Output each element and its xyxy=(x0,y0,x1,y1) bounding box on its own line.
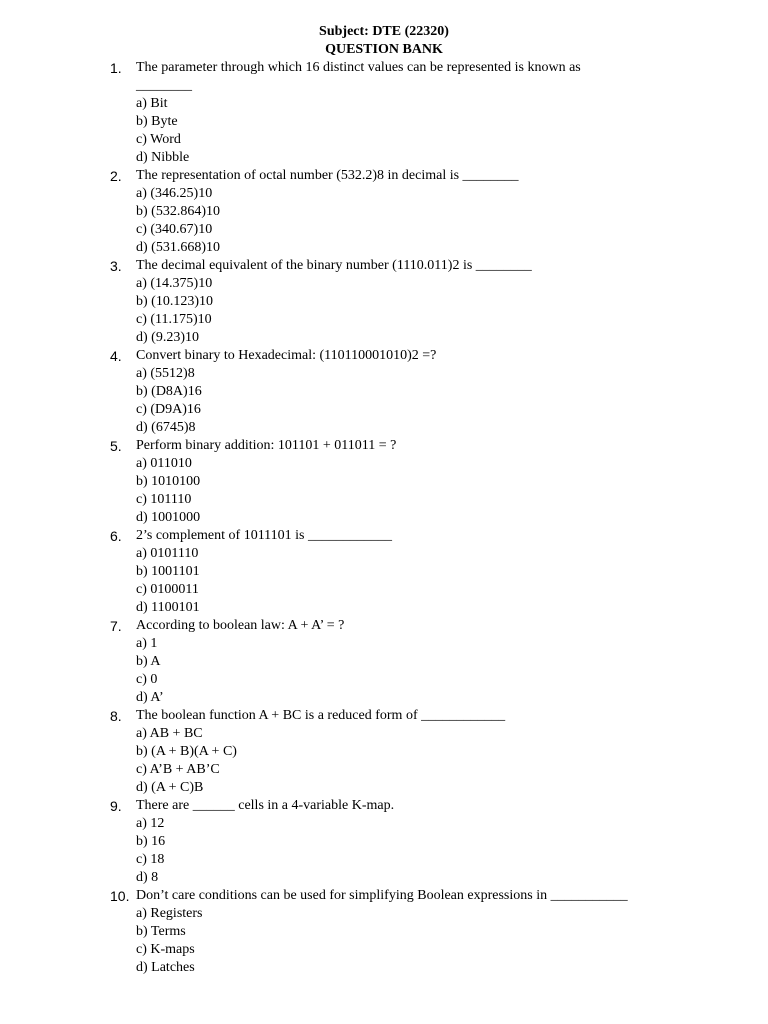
question-text: The boolean function A + BC is a reduced form of ____________ xyxy=(136,708,506,723)
question-text: According to boolean law: A + A’ = ? xyxy=(136,618,345,633)
question-number: 8. xyxy=(110,708,122,724)
answer-option: d) 1100101 xyxy=(136,600,200,615)
question-number: 1. xyxy=(110,60,122,76)
answer-option: d) 1001000 xyxy=(136,510,201,525)
answer-option: a) Registers xyxy=(136,906,203,921)
question-item xyxy=(110,347,730,437)
page-title: QUESTION BANK xyxy=(325,42,443,57)
answer-option: c) Word xyxy=(136,132,181,147)
question-item xyxy=(110,797,730,887)
option-list xyxy=(136,455,730,527)
answer-option: c) 101110 xyxy=(136,492,192,507)
answer-option: d) Nibble xyxy=(136,150,190,165)
answer-option: b) 1010100 xyxy=(136,474,201,489)
answer-option: a) Bit xyxy=(136,96,168,111)
option-list xyxy=(136,545,730,617)
answer-option: c) K-maps xyxy=(136,942,195,957)
answer-option: c) (D9A)16 xyxy=(136,402,201,417)
question-item xyxy=(110,437,730,527)
question-item xyxy=(110,617,730,707)
answer-option: c) A’B + AB’C xyxy=(136,762,220,777)
option-list xyxy=(136,635,730,707)
answer-option: b) A xyxy=(136,654,161,669)
answer-option: b) (532.864)10 xyxy=(136,204,220,219)
question-item xyxy=(110,707,730,797)
question-number: 7. xyxy=(110,618,122,634)
question-text: Convert binary to Hexadecimal: (110110001010)2 =? xyxy=(136,348,437,363)
answer-option: a) AB + BC xyxy=(136,726,203,741)
question-text: The decimal equivalent of the binary number (1110.011)2 is ________ xyxy=(136,258,532,273)
question-item xyxy=(110,887,730,977)
answer-option: d) (A + C)B xyxy=(136,780,204,795)
answer-option: b) 1001101 xyxy=(136,564,200,579)
question-number: 4. xyxy=(110,348,122,364)
answer-option: a) 12 xyxy=(136,816,165,831)
question-text: 2’s complement of 1011101 is ____________ xyxy=(136,528,392,543)
option-list xyxy=(136,725,730,797)
answer-option: d) (6745)8 xyxy=(136,420,196,435)
question-number: 6. xyxy=(110,528,122,544)
option-list xyxy=(136,905,730,977)
answer-option: b) (10.123)10 xyxy=(136,294,213,309)
answer-option: a) (14.375)10 xyxy=(136,276,213,291)
answer-option: c) 18 xyxy=(136,852,165,867)
answer-option: c) (11.175)10 xyxy=(136,312,212,327)
answer-option: a) 1 xyxy=(136,636,158,651)
answer-option: d) A’ xyxy=(136,690,164,705)
answer-option: c) (340.67)10 xyxy=(136,222,213,237)
document-header xyxy=(0,23,768,59)
answer-option: b) (A + B)(A + C) xyxy=(136,744,237,759)
answer-option: b) Byte xyxy=(136,114,178,129)
question-text: The parameter through which 16 distinct values can be represented is known as ________ xyxy=(136,60,581,93)
question-text: The representation of octal number (532.2)8 in decimal is ________ xyxy=(136,168,519,183)
question-text: Don’t care conditions can be used for simplifying Boolean expressions in ___________ xyxy=(136,888,628,903)
question-number: 3. xyxy=(110,258,122,274)
answer-option: c) 0100011 xyxy=(136,582,199,597)
answer-option: d) (531.668)10 xyxy=(136,240,220,255)
question-number: 2. xyxy=(110,168,122,184)
answer-option: c) 0 xyxy=(136,672,158,687)
question-number: 10. xyxy=(110,888,130,904)
answer-option: b) (D8A)16 xyxy=(136,384,202,399)
answer-option: a) (346.25)10 xyxy=(136,186,213,201)
question-text: Perform binary addition: 101101 + 011011 = ? xyxy=(136,438,397,453)
answer-option: d) Latches xyxy=(136,960,195,975)
option-list xyxy=(136,185,730,257)
answer-option: d) (9.23)10 xyxy=(136,330,199,345)
question-text: There are ______ cells in a 4-variable K-map. xyxy=(136,798,395,813)
answer-option: a) (5512)8 xyxy=(136,366,195,381)
question-item xyxy=(110,59,730,167)
answer-option: a) 011010 xyxy=(136,456,192,471)
answer-option: b) Terms xyxy=(136,924,186,939)
question-item xyxy=(110,257,730,347)
option-list xyxy=(136,815,730,887)
option-list xyxy=(136,365,730,437)
option-list xyxy=(136,275,730,347)
question-item xyxy=(110,167,730,257)
question-number: 5. xyxy=(110,438,122,454)
answer-option: b) 16 xyxy=(136,834,166,849)
question-item xyxy=(110,527,730,617)
answer-option: d) 8 xyxy=(136,870,159,885)
subject-heading: Subject: DTE (22320) xyxy=(319,24,449,39)
option-list xyxy=(136,95,730,167)
answer-option: a) 0101110 xyxy=(136,546,199,561)
question-list xyxy=(110,59,730,977)
question-number: 9. xyxy=(110,798,122,814)
